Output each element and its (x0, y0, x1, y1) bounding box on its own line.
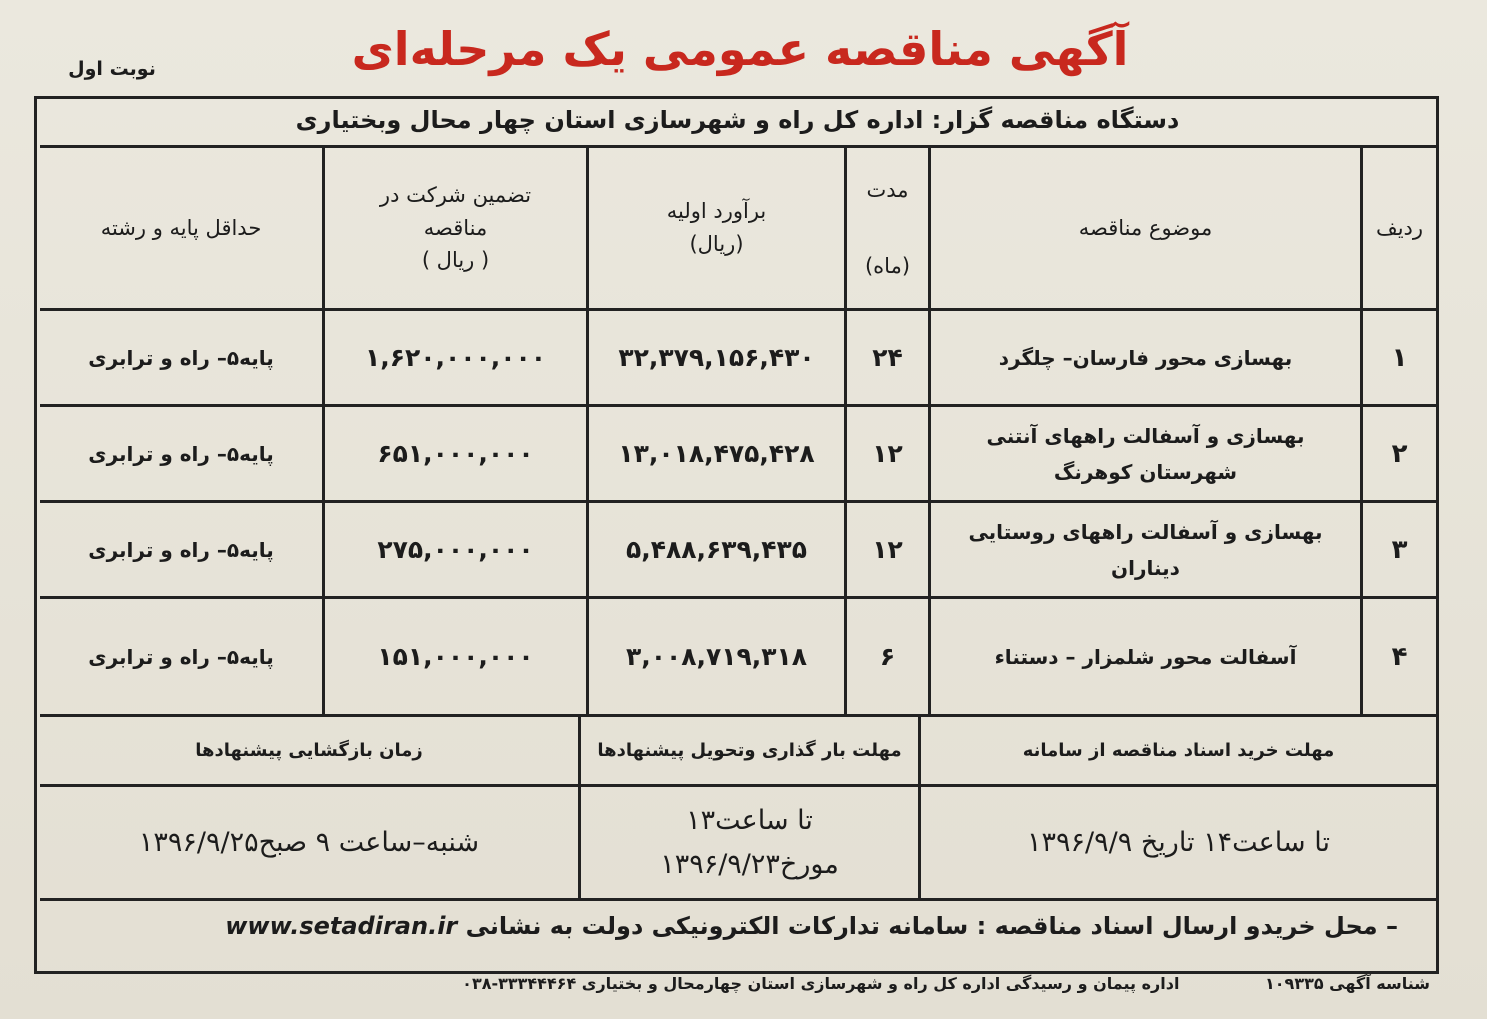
opening-time-label: زمان بازگشایی پیشنهادها (195, 740, 423, 761)
submit-deadline-time: تا ساعت۱۳ (686, 805, 813, 837)
row-4-duration: ۶ (879, 642, 896, 671)
header-subject-label: موضوع مناقصه (1078, 215, 1213, 240)
row-4-estimate: ۳,۰۰۸,۷۱۹,۳۱۸ (625, 642, 808, 671)
row-3-index: ۳ (1391, 534, 1408, 565)
header-duration-label: مدت (866, 177, 909, 202)
row-2-grade: پایه۵– راه و ترابری (88, 441, 274, 466)
agency-line: دستگاه مناقصه گزار: اداره کل راه و شهرسازی استان چهار محال وبختیاری (295, 106, 1180, 134)
row-3-duration: ۱۲ (872, 535, 903, 564)
row-3-guarantee: ۲۷۵,۰۰۰,۰۰۰ (377, 535, 534, 564)
header-guarantee (325, 148, 586, 308)
header-guarantee-label-2: مناقصه (423, 215, 488, 240)
row-4-grade: پایه۵– راه و ترابری (88, 644, 274, 669)
row-3-estimate: ۵,۴۸۸,۶۳۹,۴۳۵ (625, 535, 808, 564)
header-row (1363, 148, 1436, 308)
header-duration (847, 148, 928, 308)
row-3-grade: پایه۵– راه و ترابری (88, 537, 274, 562)
header-estimate (589, 148, 844, 308)
header-duration-unit: (ماه) (864, 253, 911, 278)
header-subject (931, 148, 1360, 308)
purchase-place-text: – محل خریدو ارسال اسناد مناقصه : سامانه تدارکات الکترونیکی دولت به نشانی (465, 912, 1398, 940)
purchase-place-line (46, 912, 1398, 958)
row-2-estimate: ۱۳,۰۱۸,۴۷۵,۴۲۸ (618, 439, 815, 468)
header-grade (40, 148, 322, 308)
notice-title: آگهی مناقصه عمومی یک مرحله‌ای (351, 22, 1129, 76)
row-2-duration: ۱۲ (872, 439, 903, 468)
row-4-index: ۴ (1391, 641, 1408, 672)
opening-time-value: شنبه–ساعت ۹ صبح۱۳۹۶/۹/۲۵ (138, 826, 480, 858)
row-1-estimate: ۳۲,۳۷۹,۱۵۶,۴۳۰ (618, 343, 815, 372)
header-estimate-unit: (ریال) (689, 232, 744, 256)
row-2-index: ۲ (1391, 438, 1408, 469)
row-2-guarantee: ۶۵۱,۰۰۰,۰۰۰ (377, 439, 534, 468)
row-4-guarantee: ۱۵۱,۰۰۰,۰۰۰ (377, 642, 534, 671)
header-guarantee-unit: ( ریال ) (421, 248, 490, 273)
row-3-subject: بهسازی و آسفالت راههای روستایی دیناران (968, 519, 1323, 580)
row-1-index: ۱ (1391, 342, 1408, 373)
submit-deadline-date: مورخ۱۳۹۶/۹/۲۳ (660, 848, 839, 880)
ad-id: شناسه آگهی ۱۰۹۳۳۵ (1265, 974, 1430, 993)
row-1-duration: ۲۴ (872, 343, 903, 372)
purchase-deadline-label: مهلت خرید اسناد مناقصه از سامانه (1022, 740, 1335, 761)
header-guarantee-label: تضمین شرکت در (379, 183, 532, 208)
header-grade-label: حداقل پایه و رشته (100, 215, 262, 240)
row-1-subject: بهسازی محور فارسان– چلگرد (998, 345, 1293, 370)
row-1-grade: پایه۵– راه و ترابری (88, 345, 274, 370)
submit-deadline-label: مهلت بار گذاری وتحویل پیشنهادها (597, 740, 902, 761)
purchase-deadline-value: تا ساعت۱۴ تاریخ ۱۳۹۶/۹/۹ (1027, 826, 1330, 858)
submit-deadline-value (581, 787, 918, 898)
header-estimate-label: برآورد اولیه (666, 199, 767, 224)
header-row-label: ردیف (1375, 215, 1424, 240)
contact-info: اداره پیمان و رسیدگی اداره کل راه و شهرسازی استان چهارمحال و بختیاری ۳۳۳۴۴۴۶۴-۰۳۸ (462, 974, 1180, 993)
row-2-subject: بهسازی و آسفالت راههای آنتنی شهرستان کوهرنگ (986, 423, 1305, 484)
setadiran-link[interactable]: www.setadiran.ir (225, 912, 458, 940)
notice-round: نوبت اول (68, 58, 156, 80)
rule-schedule-bottom (40, 898, 1436, 901)
bottom-info-line (200, 974, 1430, 1002)
row-1-guarantee: ۱,۶۲۰,۰۰۰,۰۰۰ (364, 343, 547, 372)
row-4-subject: آسفالت محور شلمزار – دستناء (994, 644, 1297, 669)
